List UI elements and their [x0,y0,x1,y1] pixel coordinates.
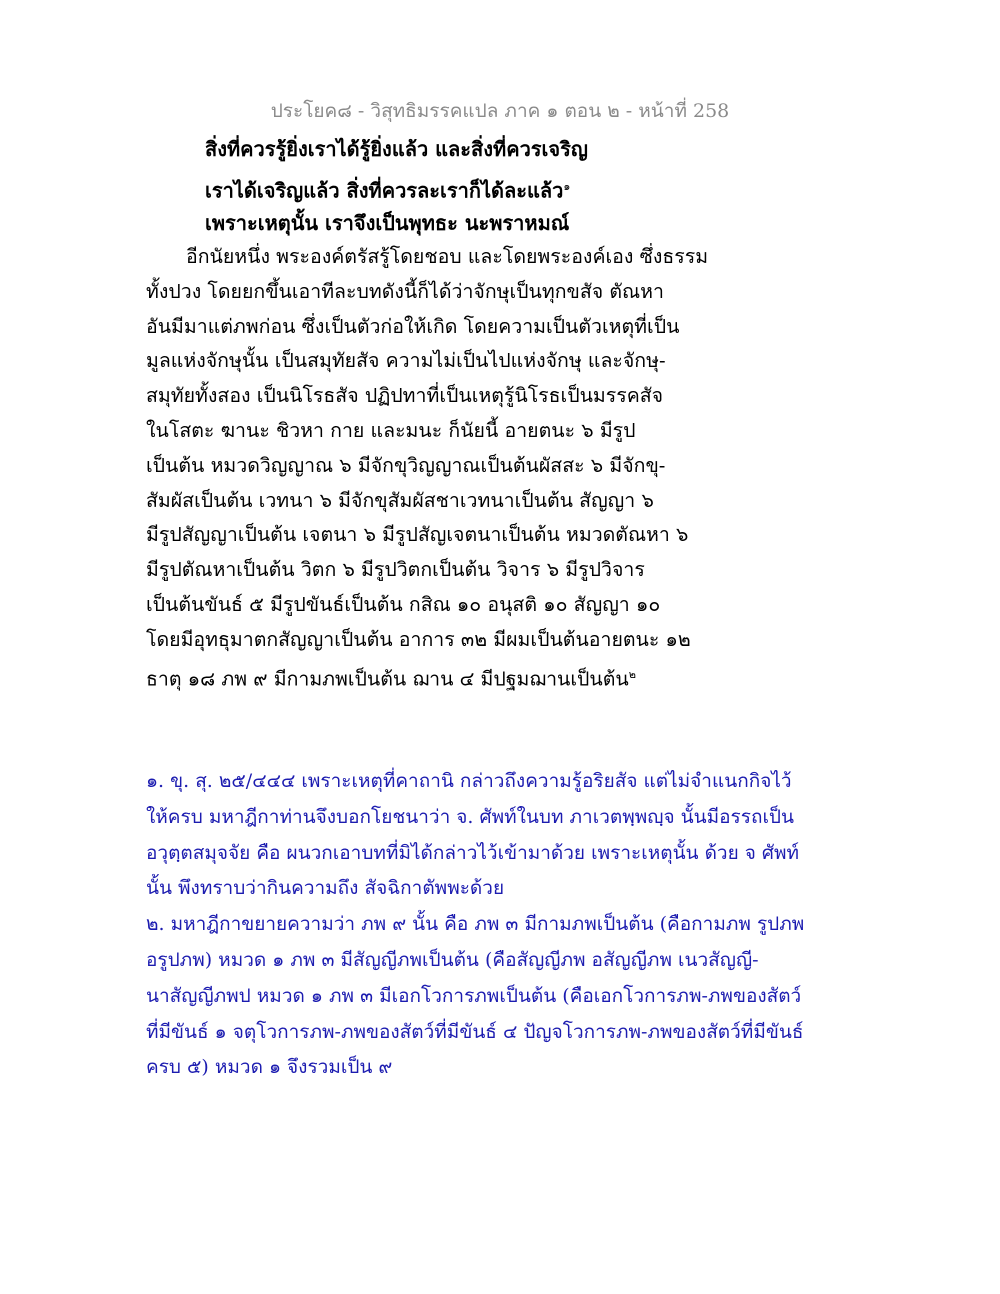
verse-stanza [205,131,805,242]
footnote-line: ที่มีขันธ์ ๑ จตุโวการภพ-ภพของสัตว์ที่มีขันธ์ ๔ ปัญจโวการภพ-ภพของสัตว์ที่มีขันธ์ [146,1020,804,1043]
footnote-line: นาสัญญีภพป หมวด ๑ ภพ ๓ มีเอกโวการภพเป็นต้น (คือเอกโวการภพ-ภพของสัตว์ [146,984,802,1007]
footnote-marker: ๒ [628,667,636,681]
body-line: โดยมีอุทธุมาตกสัญญาเป็นต้น อาการ ๓๒ มีผมเป็นต้นอายตนะ ๑๒ [146,627,691,651]
page-header: ประโยค๘ - วิสุทธิมรรคแปล ภาค ๑ ตอน ๒ - หน้าที่ 258 [270,100,730,122]
body-line: ในโสตะ ฆานะ ชิวหา กาย และมนะ ก็นัยนี้ อายตนะ ๖ มีรูป [146,418,636,442]
body-line: ทั้งปวง โดยยกขึ้นเอาทีละบทดังนี้ก็ได้ว่าจักษุเป็นทุกขสัจ ตัณหา [146,279,664,303]
footnote-line: ๑. ขุ. สุ. ๒๕/๔๔๔ เพราะเหตุที่คาถานิ กล่าวถึงความรู้อริยสัจ แต่ไม่จำแนกกิจไว้ [146,770,792,792]
footnote-line: อวุตฺตสมุจจัย คือ ผนวกเอาบทที่มิได้กล่าวไว้เข้ามาด้วย เพราะเหตุนั้น ด้วย จ ศัพท์ [146,841,800,864]
body-line: เป็นต้นขันธ์ ๕ มีรูปขันธ์เป็นต้น กสิณ ๑๐ อนุสติ ๑๐ สัญญา ๑๐ [146,592,661,616]
verse-line: เพราะเหตุนั้น เราจึงเป็นพุทธะ นะพราหมณ์ [205,211,570,235]
verse-line: สิ่งที่ควรรู้ยิ่งเราได้รู้ยิ่งแล้ว และสิ่งที่ควรเจริญ [205,137,588,161]
body-line-text: ธาตุ ๑๘ ภพ ๙ มีกามภพเป็นต้น ฌาน ๔ มีปฐมฌานเป็นต้น [146,667,629,691]
footnote-marker: ๑ [563,180,571,193]
body-line: อันมีมาแต่ภพก่อน ซึ่งเป็นตัวก่อให้เกิด โดยความเป็นตัวเหตุที่เป็น [146,314,680,338]
body-line: มูลแห่งจักษุนั้น เป็นสมุทัยสัจ ความไม่เป็นไปแห่งจักษุ และจักษุ- [146,349,666,373]
footnote-line: อรูปภพ) หมวด ๑ ภพ ๓ มีสัญญีภพเป็นต้น (คือสัญญีภพ อสัญญีภพ เนวสัญญี- [146,948,759,971]
verse-line-text: เราได้เจริญแล้ว สิ่งที่ควรละเราก็ได้ละแล้ว [205,178,564,203]
footnote-line: นั้น พึงทราบว่ากินความถึง สัจฉิกาตัพพะด้วย [146,877,505,900]
footnote-line: ให้ครบ มหาฎีกาท่านจึงบอกโยชนาว่า จ. ศัพท์ในบท ภาเวตพฺพญฺจ นั้นมีอรรถเป็น [146,805,794,828]
footnote-line: ๒. มหาฎีกาขยายความว่า ภพ ๙ นั้น คือ ภพ ๓ มีกามภพเป็นต้น (คือกามภพ รูปภพ [146,913,805,936]
body-line: สัมผัสเป็นต้น เวทนา ๖ มีจักขุสัมผัสชาเวทนาเป็นต้น สัญญา ๖ [146,488,654,512]
body-line: เป็นต้น หมวดวิญญาณ ๖ มีจักขุวิญญาณเป็นต้นผัสสะ ๖ มีจักขุ- [146,453,666,477]
footnotes [146,764,866,1086]
body-line: มีรูปสัญญาเป็นต้น เจตนา ๖ มีรูปสัญเจตนาเป็นต้น หมวดตัณหา ๖ [146,523,689,547]
body-line: มีรูปตัณหาเป็นต้น วิตก ๖ มีรูปวิตกเป็นต้น วิจาร ๖ มีรูปวิจาร [146,558,645,582]
footnote-line: ครบ ๕) หมวด ๑ จึงรวมเป็น ๙ [146,1056,393,1079]
body-line: สมุทัยทั้งสอง เป็นนิโรธสัจ ปฏิปทาที่เป็นเหตุรู้นิโรธเป็นมรรคสัจ [146,384,664,408]
body-line [146,658,846,693]
verse-line [205,168,805,205]
body-line: อีกนัยหนึ่ง พระองค์ตรัสรู้โดยชอบ และโดยพระองค์เอง ซึ่งธรรม [186,245,709,268]
body-paragraph [146,240,846,692]
